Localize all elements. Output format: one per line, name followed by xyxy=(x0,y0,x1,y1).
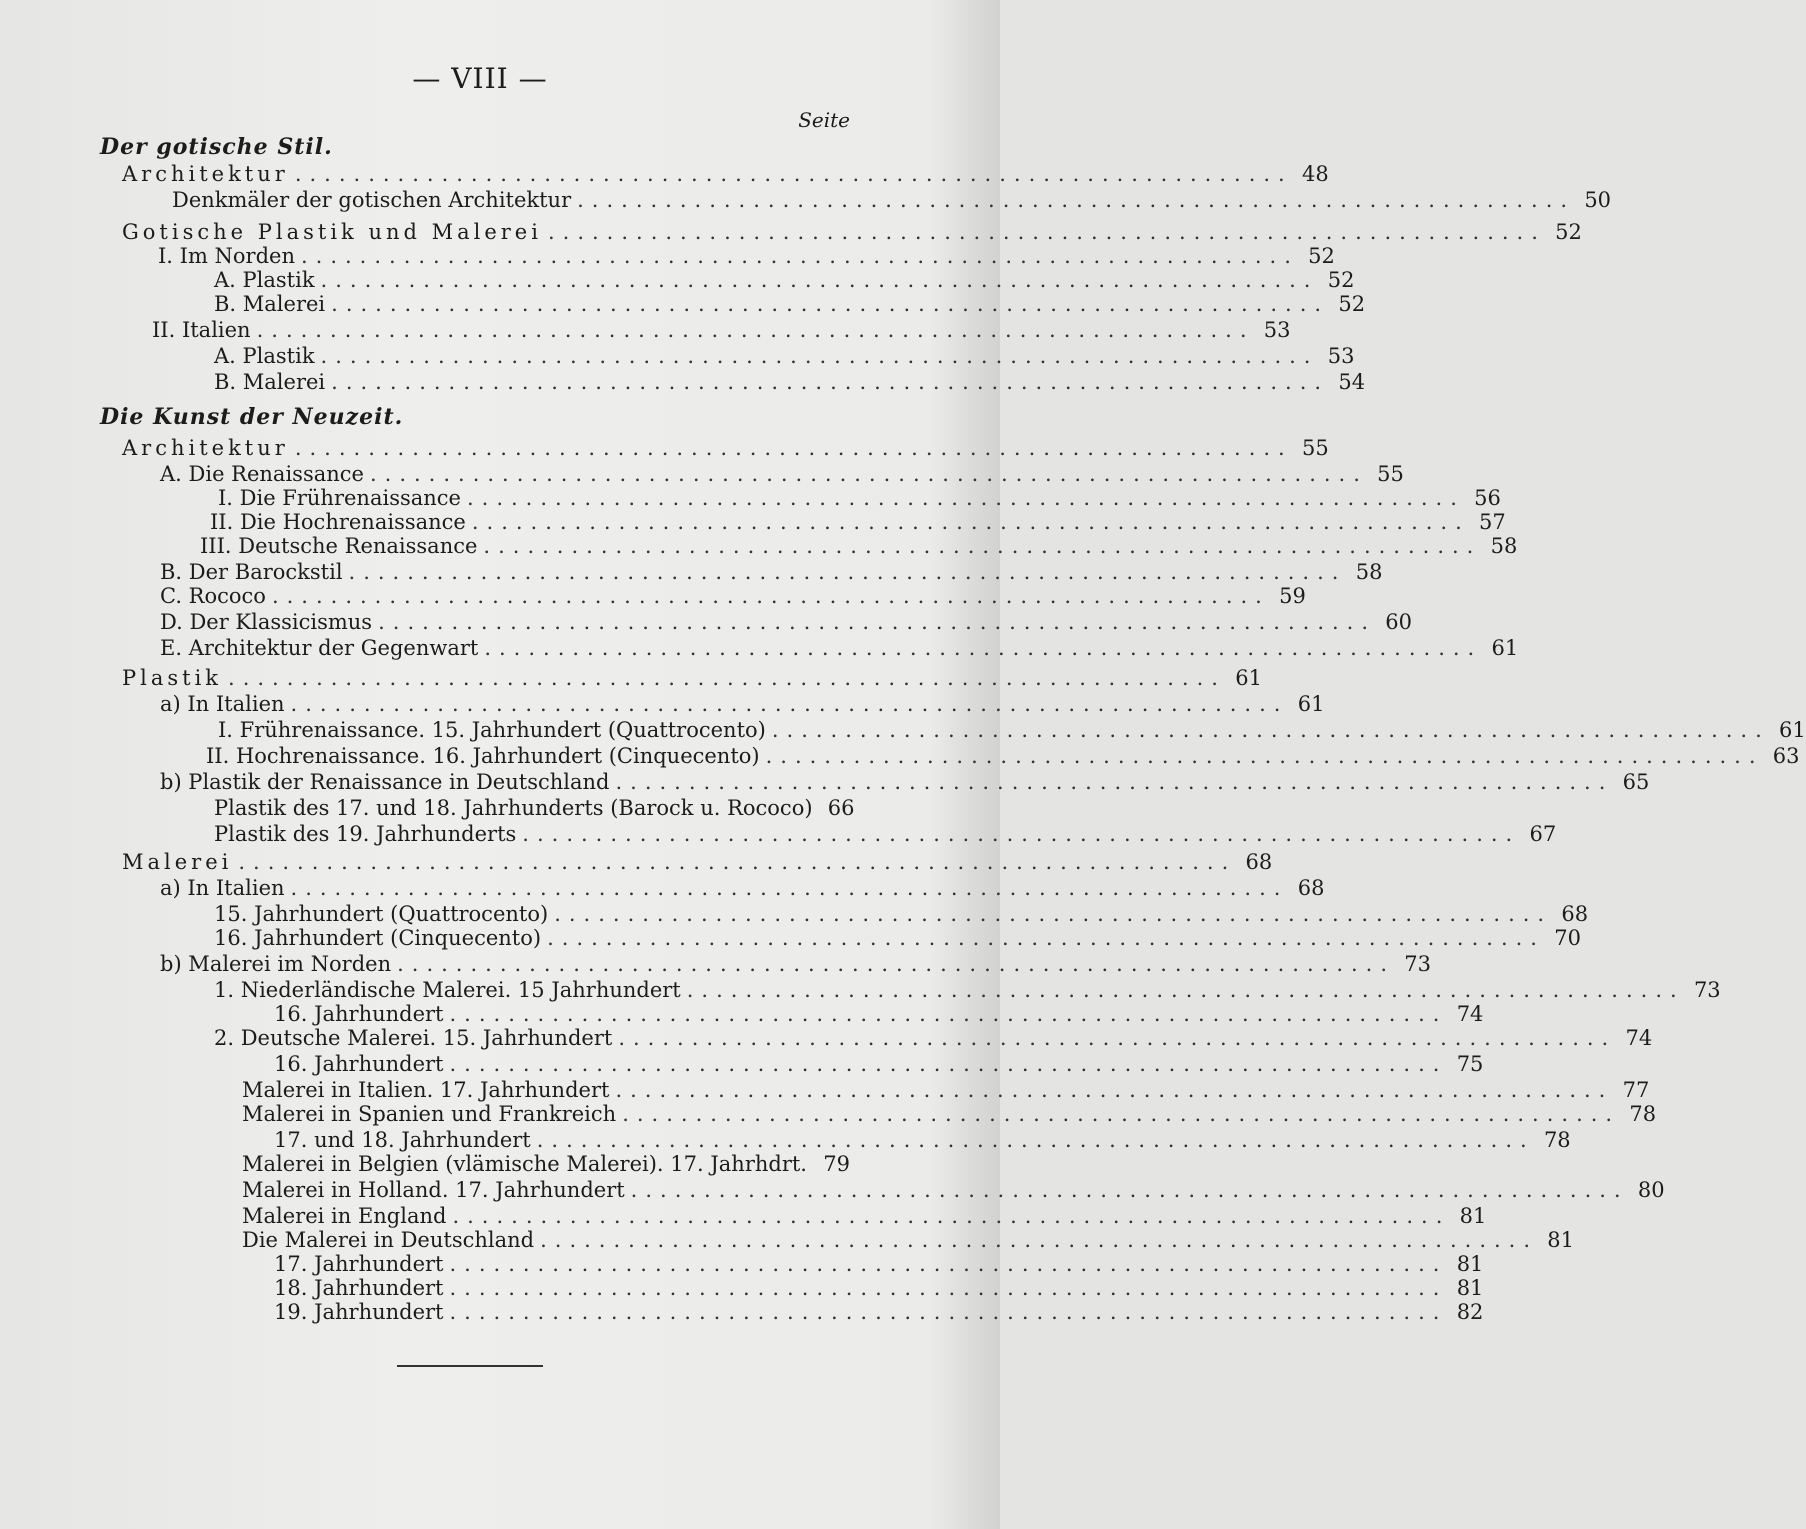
toc-entry xyxy=(160,692,1325,718)
toc-entry-label: D. Der Klassicismus xyxy=(160,610,373,634)
toc-entry-page: 78 xyxy=(1629,1102,1657,1126)
leader-dots: .................................................................... xyxy=(449,1052,1448,1076)
toc-entry-page: 56 xyxy=(1474,486,1501,510)
leader-dots: .................................................................... xyxy=(536,1128,1535,1152)
toc-entry-label: Architektur xyxy=(122,436,289,460)
toc-entry-label: II. Die Hochrenaissance xyxy=(210,510,466,534)
toc-entry-label: Denkmäler der gotischen Architektur xyxy=(172,188,572,212)
toc-entry-page: 82 xyxy=(1456,1300,1484,1324)
toc-entry-label: 16. Jahrhundert xyxy=(274,1002,444,1026)
toc-entry-page: 55 xyxy=(1377,462,1404,486)
leader-dots: .................................................................... xyxy=(483,534,1482,558)
leader-dots: .................................................................... xyxy=(630,1178,1629,1202)
toc-entry-label: Plastik des 17. und 18. Jahrhunderts (Barock u. Rococo) xyxy=(214,796,813,820)
toc-entry-page: 57 xyxy=(1479,510,1506,534)
toc-entry-page: 80 xyxy=(1637,1178,1665,1202)
leader-dots: .................................................................... xyxy=(320,344,1319,368)
toc-entry xyxy=(214,822,1557,848)
toc-entry-label: Malerei in Italien. 17. Jahrhundert xyxy=(242,1078,610,1102)
toc-entry-page: 53 xyxy=(1327,344,1355,368)
toc-entry xyxy=(122,436,1329,462)
toc-entry-page: 81 xyxy=(1459,1204,1487,1228)
toc-entry xyxy=(158,244,1335,270)
leader-dots: .................................................................... xyxy=(331,292,1330,316)
toc-entry-page: 59 xyxy=(1279,584,1306,608)
toc-entry-label: b) Plastik der Renaissance in Deutschland xyxy=(160,770,610,794)
toc-entry-label: E. Architektur der Gegenwart xyxy=(160,636,479,660)
leader-dots: .................................................................... xyxy=(484,636,1483,660)
toc-entry-label: a) In Italien xyxy=(160,876,285,900)
toc-entry-label: II. Italien xyxy=(152,318,251,342)
toc-entry xyxy=(242,1152,850,1178)
leader-dots: .................................................................... xyxy=(290,876,1289,900)
toc-entry-page: 61 xyxy=(1297,692,1325,716)
toc-entry-label: Malerei xyxy=(122,850,233,874)
leader-dots: .................................................................... xyxy=(622,1102,1621,1126)
toc-entry xyxy=(160,610,1413,636)
leader-dots: .................................................................... xyxy=(378,610,1377,634)
toc-entry-label: B. Malerei xyxy=(214,292,326,316)
toc-entry-page: 58 xyxy=(1355,560,1383,584)
leader-dots: .................................................................... xyxy=(547,926,1545,950)
toc-entry-label: 17. Jahrhundert xyxy=(274,1252,444,1276)
toc-entry-page: 52 xyxy=(1308,244,1335,268)
toc-entry-page: 52 xyxy=(1555,220,1582,244)
toc-entry xyxy=(242,1178,1665,1204)
toc-entry-label: A. Plastik xyxy=(214,344,315,368)
toc-entry-page: 61 xyxy=(1491,636,1519,660)
toc-entry xyxy=(160,560,1383,586)
toc-entry-label: Die Malerei in Deutschland xyxy=(242,1228,535,1252)
leader-dots: .................................................................... xyxy=(256,318,1255,342)
toc-entry xyxy=(160,584,1306,610)
toc-entry-label: I. Die Frührenaissance xyxy=(218,486,461,510)
toc-entry-page: 79 xyxy=(823,1152,850,1176)
toc-entry-page: 55 xyxy=(1302,436,1329,460)
toc-entry-label: B. Malerei xyxy=(214,370,326,394)
toc-entry xyxy=(242,1078,1650,1104)
leader-dots: .................................................................... xyxy=(466,486,1465,510)
toc-entry xyxy=(214,344,1355,370)
leader-dots: .................................................................... xyxy=(540,1228,1539,1252)
toc-entry-label: a) In Italien xyxy=(160,692,285,716)
toc-entry-page: 70 xyxy=(1554,926,1581,950)
toc-entry xyxy=(206,744,1800,770)
toc-entry-label: b) Malerei im Norden xyxy=(160,952,392,976)
leader-dots: .................................................................... xyxy=(765,744,1764,768)
toc-entry-page: 52 xyxy=(1338,292,1366,316)
leader-dots: .................................................................... xyxy=(271,584,1270,608)
leader-dots: .................................................................... xyxy=(449,1300,1448,1324)
toc-entry-label: Malerei in Belgien (vlämische Malerei). 17. Jahrhdrt. xyxy=(242,1152,807,1176)
toc-entry-page: 50 xyxy=(1584,188,1612,212)
toc-entry-label: 16. Jahrhundert xyxy=(274,1052,444,1076)
toc-entry-label: II. Hochrenaissance. 16. Jahrhundert (Cinquecento) xyxy=(206,744,760,768)
toc-entry-page: 74 xyxy=(1625,1026,1653,1050)
toc-entry-page: 68 xyxy=(1245,850,1273,874)
toc-entry-page: 54 xyxy=(1338,370,1366,394)
toc-entry xyxy=(160,952,1432,978)
toc-entry-label: Plastik xyxy=(122,666,223,690)
leader-dots: .................................................................... xyxy=(294,436,1293,460)
toc-entry-label: 17. und 18. Jahrhundert xyxy=(274,1128,531,1152)
toc-entry-page: 63 xyxy=(1772,744,1800,768)
toc-entry-page: 81 xyxy=(1456,1252,1484,1276)
toc-entry xyxy=(274,1276,1484,1302)
leader-dots: .................................................................... xyxy=(228,666,1226,690)
toc-entry xyxy=(160,876,1325,902)
toc-entry-page: 75 xyxy=(1456,1052,1484,1076)
toc-entry-page: 53 xyxy=(1263,318,1291,342)
toc-entry-label: C. Rococo xyxy=(160,584,266,608)
leader-dots: .................................................................... xyxy=(686,978,1685,1002)
toc-entry-page: 73 xyxy=(1693,978,1721,1002)
leader-dots: .................................................................... xyxy=(369,462,1368,486)
toc-entry xyxy=(160,770,1650,796)
toc-entry xyxy=(172,188,1612,214)
toc-entry-page: 77 xyxy=(1622,1078,1650,1102)
leader-dots: .................................................................... xyxy=(554,902,1553,926)
toc-entry xyxy=(214,902,1589,928)
toc-entry-page: 78 xyxy=(1543,1128,1571,1152)
toc-entry xyxy=(242,1228,1575,1254)
toc-entry xyxy=(214,370,1366,396)
toc-entry-page: 61 xyxy=(1235,666,1262,690)
toc-entry-label: Plastik des 19. Jahrhunderts xyxy=(214,822,517,846)
leader-dots: .................................................................... xyxy=(290,692,1289,716)
toc-entry xyxy=(274,1002,1484,1028)
leader-dots: .................................................................... xyxy=(615,1078,1614,1102)
toc-entry xyxy=(214,292,1366,318)
toc-entry-label: A. Plastik xyxy=(214,268,315,292)
leader-dots: .................................................................... xyxy=(449,1002,1448,1026)
toc-entry xyxy=(214,1026,1653,1052)
toc-entry-page: 48 xyxy=(1302,162,1329,186)
leader-dots: .................................................................... xyxy=(294,162,1293,186)
toc-entry xyxy=(122,850,1273,876)
toc-entry xyxy=(242,1204,1487,1230)
toc-entry xyxy=(160,636,1519,662)
toc-entry-label: 19. Jahrhundert xyxy=(274,1300,444,1324)
toc-entry xyxy=(200,534,1518,560)
toc-entry-label: I. Im Norden xyxy=(158,244,295,268)
leader-dots: .................................................................... xyxy=(771,718,1770,742)
leader-dots: .................................................................... xyxy=(300,244,1299,268)
leader-dots: .................................................................... xyxy=(238,850,1237,874)
section-heading: Der gotische Stil. xyxy=(100,134,333,160)
footer-rule xyxy=(397,1365,543,1367)
leader-dots: .................................................................... xyxy=(397,952,1396,976)
leader-dots: .................................................................... xyxy=(471,510,1470,534)
toc-entry-label: 16. Jahrhundert (Cinquecento) xyxy=(214,926,542,950)
toc-entry-page: 67 xyxy=(1529,822,1557,846)
toc-entry xyxy=(152,318,1291,344)
toc-entry-page: 68 xyxy=(1297,876,1325,900)
page-column-label: Seite xyxy=(798,108,850,132)
toc-entry xyxy=(214,796,855,822)
toc-entry xyxy=(218,718,1806,744)
toc-entry xyxy=(122,162,1329,188)
toc-entry-page: 52 xyxy=(1327,268,1355,292)
toc-entry-page: 60 xyxy=(1385,610,1413,634)
toc-entry-label: I. Frührenaissance. 15. Jahrhundert (Quattrocento) xyxy=(218,718,766,742)
toc-entry-page: 61 xyxy=(1779,718,1806,742)
toc-entry xyxy=(274,1052,1484,1078)
toc-entry-label: B. Der Barockstil xyxy=(160,560,343,584)
toc-entry-label: Malerei in Holland. 17. Jahrhundert xyxy=(242,1178,625,1202)
toc-entry-page: 66 xyxy=(827,796,855,820)
leader-dots: .................................................................... xyxy=(615,770,1614,794)
toc-entry xyxy=(218,486,1501,512)
toc-entry-page: 81 xyxy=(1456,1276,1484,1300)
toc-entry-label: Architektur xyxy=(122,162,289,186)
toc-entry-label: A. Die Renaissance xyxy=(160,462,364,486)
toc-entry-page: 81 xyxy=(1547,1228,1575,1252)
leader-dots: .................................................................... xyxy=(449,1276,1448,1300)
toc-entry xyxy=(214,978,1721,1004)
toc-entry xyxy=(160,462,1404,488)
toc-entry xyxy=(122,666,1262,692)
leader-dots: .................................................................... xyxy=(547,220,1546,244)
toc-entry-label: 1. Niederländische Malerei. 15 Jahrhundert xyxy=(214,978,681,1002)
toc-entry xyxy=(274,1128,1571,1154)
toc-entry-label: Malerei in England xyxy=(242,1204,447,1228)
toc-entry-page: 58 xyxy=(1490,534,1518,558)
toc-entry-page: 74 xyxy=(1456,1002,1484,1026)
toc-entry-page: 65 xyxy=(1622,770,1650,794)
toc-entry-label: Malerei in Spanien und Frankreich xyxy=(242,1102,617,1126)
leader-dots: .................................................................... xyxy=(452,1204,1451,1228)
toc-entry xyxy=(210,510,1506,536)
toc-entry-label: 18. Jahrhundert xyxy=(274,1276,444,1300)
leader-dots: .................................................................... xyxy=(348,560,1347,584)
toc-entry-page: 73 xyxy=(1404,952,1432,976)
toc-entry-label: Gotische Plastik und Malerei xyxy=(122,220,542,244)
toc-entry xyxy=(122,220,1582,246)
section-heading: Die Kunst der Neuzeit. xyxy=(100,404,404,430)
toc-entry-label: 15. Jahrhundert (Quattrocento) xyxy=(214,902,549,926)
leader-dots: .................................................................... xyxy=(449,1252,1448,1276)
toc-entry-label: 2. Deutsche Malerei. 15. Jahrhundert xyxy=(214,1026,613,1050)
toc-entry xyxy=(214,926,1581,952)
leader-dots: .................................................................... xyxy=(331,370,1330,394)
toc-entry xyxy=(274,1252,1484,1278)
page-number: — VIII — xyxy=(412,62,548,95)
toc-entry-page: 68 xyxy=(1561,902,1589,926)
toc-entry xyxy=(274,1300,1484,1326)
toc-entry xyxy=(242,1102,1657,1128)
leader-dots: .................................................................... xyxy=(522,822,1521,846)
leader-dots: .................................................................... xyxy=(320,268,1319,292)
leader-dots: .................................................................... xyxy=(618,1026,1617,1050)
leader-dots xyxy=(813,1152,814,1176)
leader-dots: .................................................................... xyxy=(577,188,1576,212)
toc-entry-label: III. Deutsche Renaissance xyxy=(200,534,478,558)
toc-entry xyxy=(214,268,1355,294)
